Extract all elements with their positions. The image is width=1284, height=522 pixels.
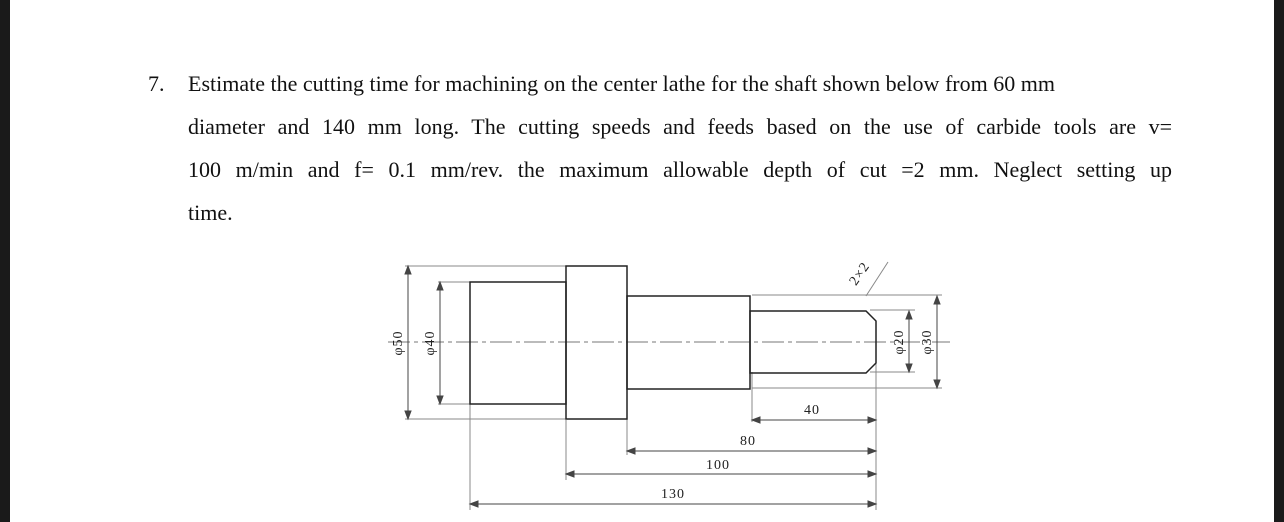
problem-line-2: diameter and 140 mm long. The cutting speeds and feeds based on the use of carbide tools are v= (188, 114, 1172, 139)
construction-lines (405, 262, 942, 510)
problem-line-4: time. (188, 200, 233, 225)
dim-phi40-label: φ40 (423, 330, 438, 356)
chamfer-label: 2×2 (846, 259, 874, 289)
dim-80-label: 80 (740, 434, 756, 449)
problem-number: 7. (148, 71, 165, 96)
dim-phi20-label: φ20 (892, 329, 907, 355)
dimension-lines (405, 266, 940, 507)
dim-phi50-label: φ50 (391, 330, 406, 356)
problem-line-1: Estimate the cutting time for machining on the center lathe for the shaft shown below from 60 mm (188, 71, 1055, 96)
dim-100-label: 100 (706, 458, 730, 473)
problem-line-3: 100 m/min and f= 0.1 mm/rev. the maximum allowable depth of cut =2 mm. Neglect setting up (188, 157, 1172, 182)
dim-40-label: 40 (804, 403, 820, 418)
dim-130-label: 130 (661, 487, 685, 502)
dim-phi30-label: φ30 (920, 329, 935, 355)
